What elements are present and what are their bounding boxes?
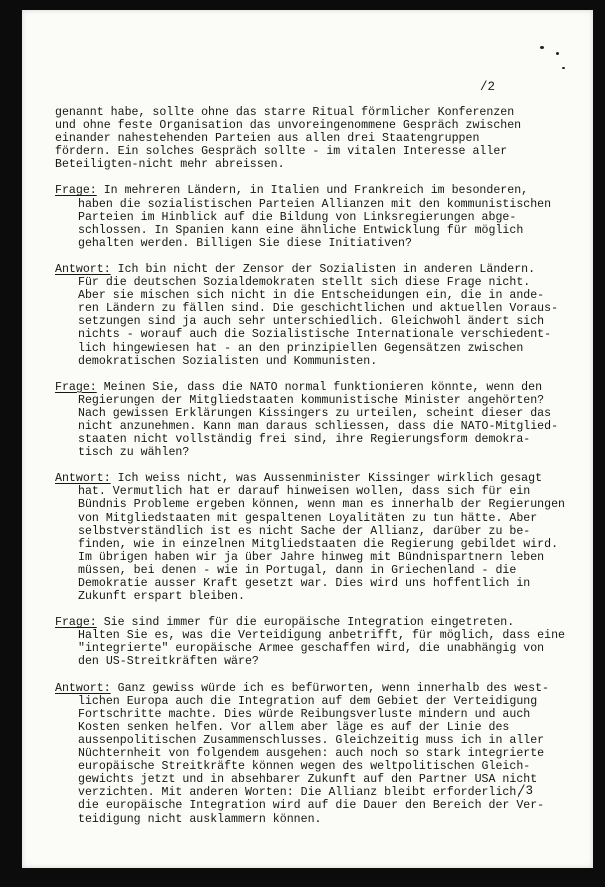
- text-line: [55, 119, 591, 132]
- line-text: hat. Vermutlich hat er darauf hinweisen wollen, dass sich für ein: [78, 485, 531, 499]
- line-text: tisch zu wählen?: [78, 446, 190, 460]
- line-text: fördern. Ein solches Gespräch sollte - im vitalen Interesse aller: [55, 145, 508, 159]
- line-text: Fortschritte machte. Dies würde Reibungsverluste mindern und auch: [78, 707, 531, 721]
- text-line: [55, 342, 591, 355]
- line-text: Nach gewissen Erklärungen Kissingers zu urteilen, scheint dieser das: [78, 406, 552, 420]
- line-text: aussenpolitischen Zusammenschlusses. Gleichzeitig muss ich in aller: [78, 733, 545, 747]
- interview-text: [55, 106, 591, 839]
- line-text: verzichten. Mit anderen Worten: Die Allianz bleibt erforderlich,: [78, 786, 524, 800]
- line-text: Demokratie ausser Kraft gesetzt war. Dies wird uns hoffentlich in: [78, 577, 531, 590]
- text-line: [55, 577, 591, 590]
- text-line: [55, 355, 591, 368]
- speaker-label: Frage:: [55, 380, 97, 394]
- text-line: [55, 420, 591, 433]
- text-line: [55, 302, 591, 315]
- line-text: europäische Streitkräfte können wegen des weltpolitischen Gleich-: [78, 760, 531, 774]
- line-text: gewichts jetzt und in absehbarer Zukunft auf den Partner USA nicht: [78, 773, 538, 787]
- question-block: [55, 381, 591, 460]
- text-line: [55, 263, 591, 276]
- line-text: lich hingewiesen hat - an den prinzipiellen Gegensätzen zwischen: [78, 341, 524, 355]
- text-line: [55, 734, 591, 747]
- text-line: [55, 642, 591, 655]
- paragraph-block: [55, 106, 591, 171]
- text-line: [55, 695, 591, 708]
- speaker-label: Antwort:: [55, 262, 111, 276]
- question-block: [55, 616, 591, 668]
- line-text: teidigung nicht ausklammern können.: [78, 812, 322, 826]
- line-text: Ich weiss nicht, was Aussenminister Kissinger wirklich gesagt: [110, 472, 543, 486]
- line-text: einander nahestehenden Parteien aus allen drei Staatengruppen: [55, 132, 480, 146]
- page-number-bottom: /3: [518, 784, 534, 798]
- answer-block: [55, 263, 591, 368]
- text-line: [55, 145, 591, 158]
- line-text: Beteiligten-nicht mehr abreissen.: [55, 158, 285, 172]
- text-line: [55, 773, 591, 786]
- text-line: [55, 106, 591, 119]
- text-line: [55, 485, 591, 498]
- line-text: Ich bin nicht der Zensor der Sozialisten in anderen Ländern.: [110, 262, 536, 276]
- text-line: [55, 760, 591, 773]
- text-line: [55, 538, 591, 551]
- text-line: [55, 328, 591, 341]
- line-text: Halten Sie es, was die Verteidigung anbetrifft, für möglich, dass eine: [78, 629, 566, 643]
- text-line: [55, 747, 591, 760]
- answer-block: [55, 472, 591, 603]
- line-text: finden, wie in einzelnen Mitgliedstaaten die Regierung gebildet wird.: [78, 537, 559, 551]
- text-line: [55, 198, 591, 211]
- line-text: staaten nicht vollständig frei sind, ihre Regierungsform demokra-: [78, 433, 531, 447]
- text-line: [55, 525, 591, 538]
- line-text: ren Ländern zu fällen sind. Die geschichtlichen und aktuellen Voraus-: [78, 302, 559, 316]
- speaker-label: Antwort:: [55, 681, 111, 695]
- speaker-label: Frage:: [55, 184, 97, 198]
- line-text: haben die sozialistischen Parteien Allianzen mit den kommunistischen: [78, 197, 552, 211]
- line-text: schlossen. In Spanien kann eine ähnliche Entwicklung für möglich: [78, 223, 524, 237]
- text-line: [55, 721, 591, 734]
- text-line: [55, 211, 591, 224]
- text-line: [55, 708, 591, 721]
- line-text: Im übrigen haben wir ja über Jahre hinweg mit Bündnispartnern leben: [78, 550, 545, 564]
- text-line: [55, 446, 591, 459]
- text-line: [55, 289, 591, 302]
- line-text: Für die deutschen Sozialdemokraten stellt sich diese Frage nicht.: [78, 276, 531, 290]
- line-text: lichen Europa auch die Integration auf dem Gebiet der Verteidigung: [78, 694, 538, 708]
- text-line: [55, 629, 591, 642]
- line-text: und ohne feste Organisation das unvoreingenommene Gespräch zwischen: [55, 119, 522, 133]
- text-line: [55, 224, 591, 237]
- scan-speck: [540, 46, 544, 49]
- text-line: [55, 381, 591, 394]
- text-line: [55, 433, 591, 446]
- line-text: Kosten senken helfen. Vor allem aber läge es auf der Linie des: [78, 720, 510, 734]
- text-line: [55, 590, 591, 603]
- speaker-label: Antwort:: [55, 472, 111, 486]
- text-line: [55, 472, 591, 485]
- text-line: [55, 682, 591, 695]
- line-text: Parteien im Hinblick auf die Bildung von Linksregierungen abge-: [78, 210, 517, 224]
- text-line: [55, 158, 591, 171]
- line-text: Bündnis Probleme ergeben können, wenn man es innerhalb der Regierungen: [78, 498, 566, 512]
- text-line: [55, 655, 591, 668]
- question-block: [55, 184, 591, 249]
- text-line: [55, 616, 591, 629]
- text-line: [55, 315, 591, 328]
- line-text: Ganz gewiss würde ich es befürworten, wenn innerhalb des west-: [110, 681, 549, 695]
- text-line: [55, 132, 591, 145]
- page-number-top: /2: [480, 80, 496, 94]
- line-text: nicht anzunehmen. Kann man daraus schliessen, dass die NATO-Mitglied-: [78, 419, 559, 433]
- line-text: In mehreren Ländern, in Italien und Frankreich im besonderen,: [96, 184, 529, 198]
- line-text: Aber sie mischen sich nicht in die Entscheidungen ein, die in ande-: [78, 289, 545, 303]
- line-text: von Mitgliedstaaten mit gespaltenen Loyalitäten zu tun hätte. Aber: [78, 511, 538, 525]
- text-line: [55, 799, 591, 812]
- speaker-label: Frage:: [55, 616, 97, 630]
- line-text: "integrierte" europäische Armee geschaffen wird, die unabhängig von: [78, 642, 545, 656]
- text-line: [55, 184, 591, 197]
- line-text: den US-Streitkräften wäre?: [78, 655, 259, 669]
- line-text: die europäische Integration wird auf die Dauer den Bereich der Ver-: [78, 799, 545, 813]
- line-text: genannt habe, sollte ohne das starre Ritual förmlicher Konferenzen: [55, 106, 515, 119]
- line-text: selbstverständlich ist es nicht Sache der Allianz, darüber zu be-: [78, 524, 531, 538]
- text-line: [55, 276, 591, 289]
- text-line: [55, 564, 591, 577]
- answer-block: [55, 682, 591, 826]
- text-line: [55, 813, 591, 826]
- document-page: [22, 10, 593, 868]
- line-text: demokratischen Sozialisten und Kommunisten.: [78, 354, 378, 368]
- text-line: [55, 237, 591, 250]
- text-line: [55, 512, 591, 525]
- text-line: [55, 786, 591, 799]
- text-line: [55, 394, 591, 407]
- line-text: müssen, bei denen - wie in Portugal, dann in Griechenland - die: [78, 563, 517, 577]
- scan-speck: [562, 67, 565, 69]
- line-text: Sie sind immer für die europäische Integration eingetreten.: [96, 616, 515, 630]
- line-text: Regierungen der Mitgliedstaaten kommunistische Minister angehörten?: [78, 393, 545, 407]
- text-line: [55, 407, 591, 420]
- line-text: nichts - worauf auch die Sozialistische Internationale verschiedent-: [78, 328, 552, 342]
- scan-speck: [556, 52, 559, 55]
- line-text: Nüchternheit von folgendem ausgehen: auch noch so stark integrierte: [78, 747, 545, 761]
- line-text: setzungen sind ja auch sehr unterschiedlich. Gleichwohl ändert sich: [78, 315, 545, 329]
- line-text: Zukunft erspart bleiben.: [78, 590, 245, 604]
- text-line: [55, 498, 591, 511]
- line-text: Meinen Sie, dass die NATO normal funktionieren könnte, wenn den: [96, 380, 543, 394]
- line-text: gehalten werden. Billigen Sie diese Initiativen?: [78, 236, 412, 250]
- text-line: [55, 551, 591, 564]
